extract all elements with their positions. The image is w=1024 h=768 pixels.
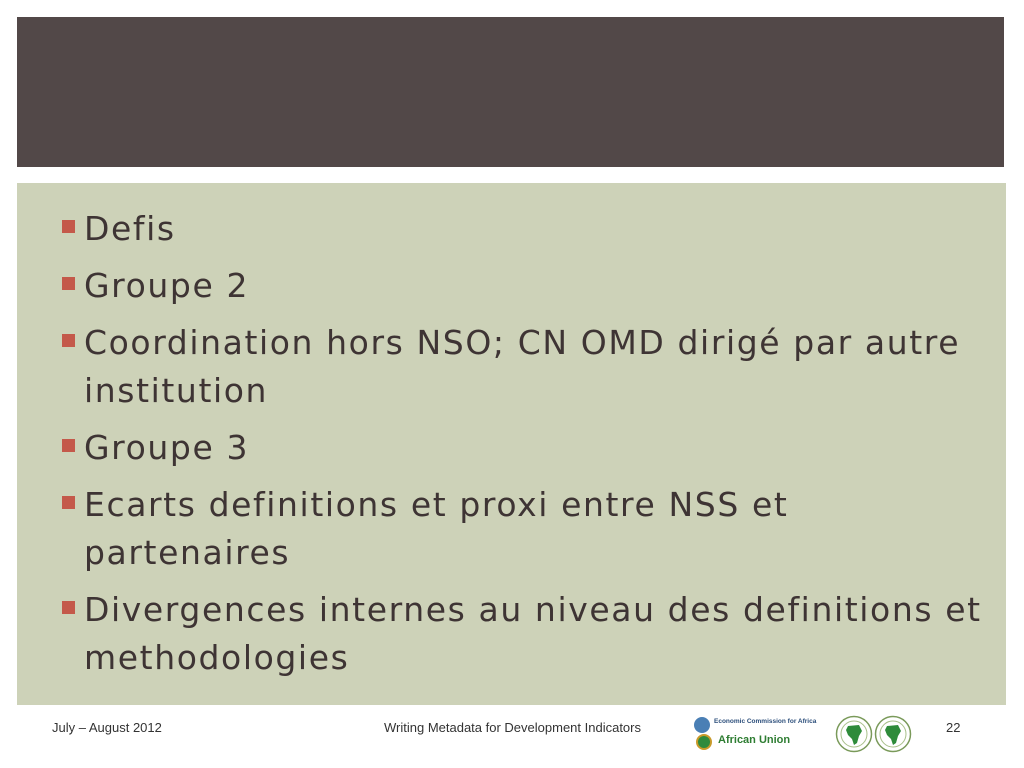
bullet-item <box>62 424 982 472</box>
title-band <box>17 17 1004 167</box>
bullet-marker <box>62 220 75 233</box>
african-union-logo-text: African Union <box>718 734 791 746</box>
african-union-logo <box>694 732 806 752</box>
bullet-item <box>62 586 982 682</box>
footer-date: July – August 2012 <box>52 720 162 735</box>
bullet-text: Defis <box>84 209 176 248</box>
bullet-text: Divergences internes au niveau des definitions et methodologies <box>84 590 982 677</box>
bullet-marker <box>62 334 75 347</box>
african-union-emblem-icon <box>696 734 712 750</box>
un-globe-icon <box>694 717 710 733</box>
bullet-marker <box>62 601 75 614</box>
bullet-marker <box>62 439 75 452</box>
africa-seal-icon <box>835 715 873 753</box>
bullet-text: Coordination hors NSO; CN OMD dirigé par autre institution <box>84 323 961 410</box>
content-panel <box>17 183 1006 705</box>
bullet-marker <box>62 277 75 290</box>
bullet-list <box>62 205 982 691</box>
uneca-logo <box>694 717 817 733</box>
page-number: 22 <box>946 720 961 735</box>
footer-title: Writing Metadata for Development Indicators <box>384 720 641 735</box>
bullet-marker <box>62 496 75 509</box>
africa-seal-icon <box>874 715 912 753</box>
bullet-text: Groupe 3 <box>84 428 250 467</box>
bullet-item <box>62 205 982 253</box>
bullet-text: Groupe 2 <box>84 266 250 305</box>
uneca-logo-text: Economic Commission for Africa <box>714 718 817 725</box>
slide-footer <box>0 708 1024 768</box>
bullet-item <box>62 262 982 310</box>
bullet-text: Ecarts definitions et proxi entre NSS et partenaires <box>84 485 789 572</box>
bullet-item <box>62 481 982 577</box>
bullet-item <box>62 319 982 415</box>
